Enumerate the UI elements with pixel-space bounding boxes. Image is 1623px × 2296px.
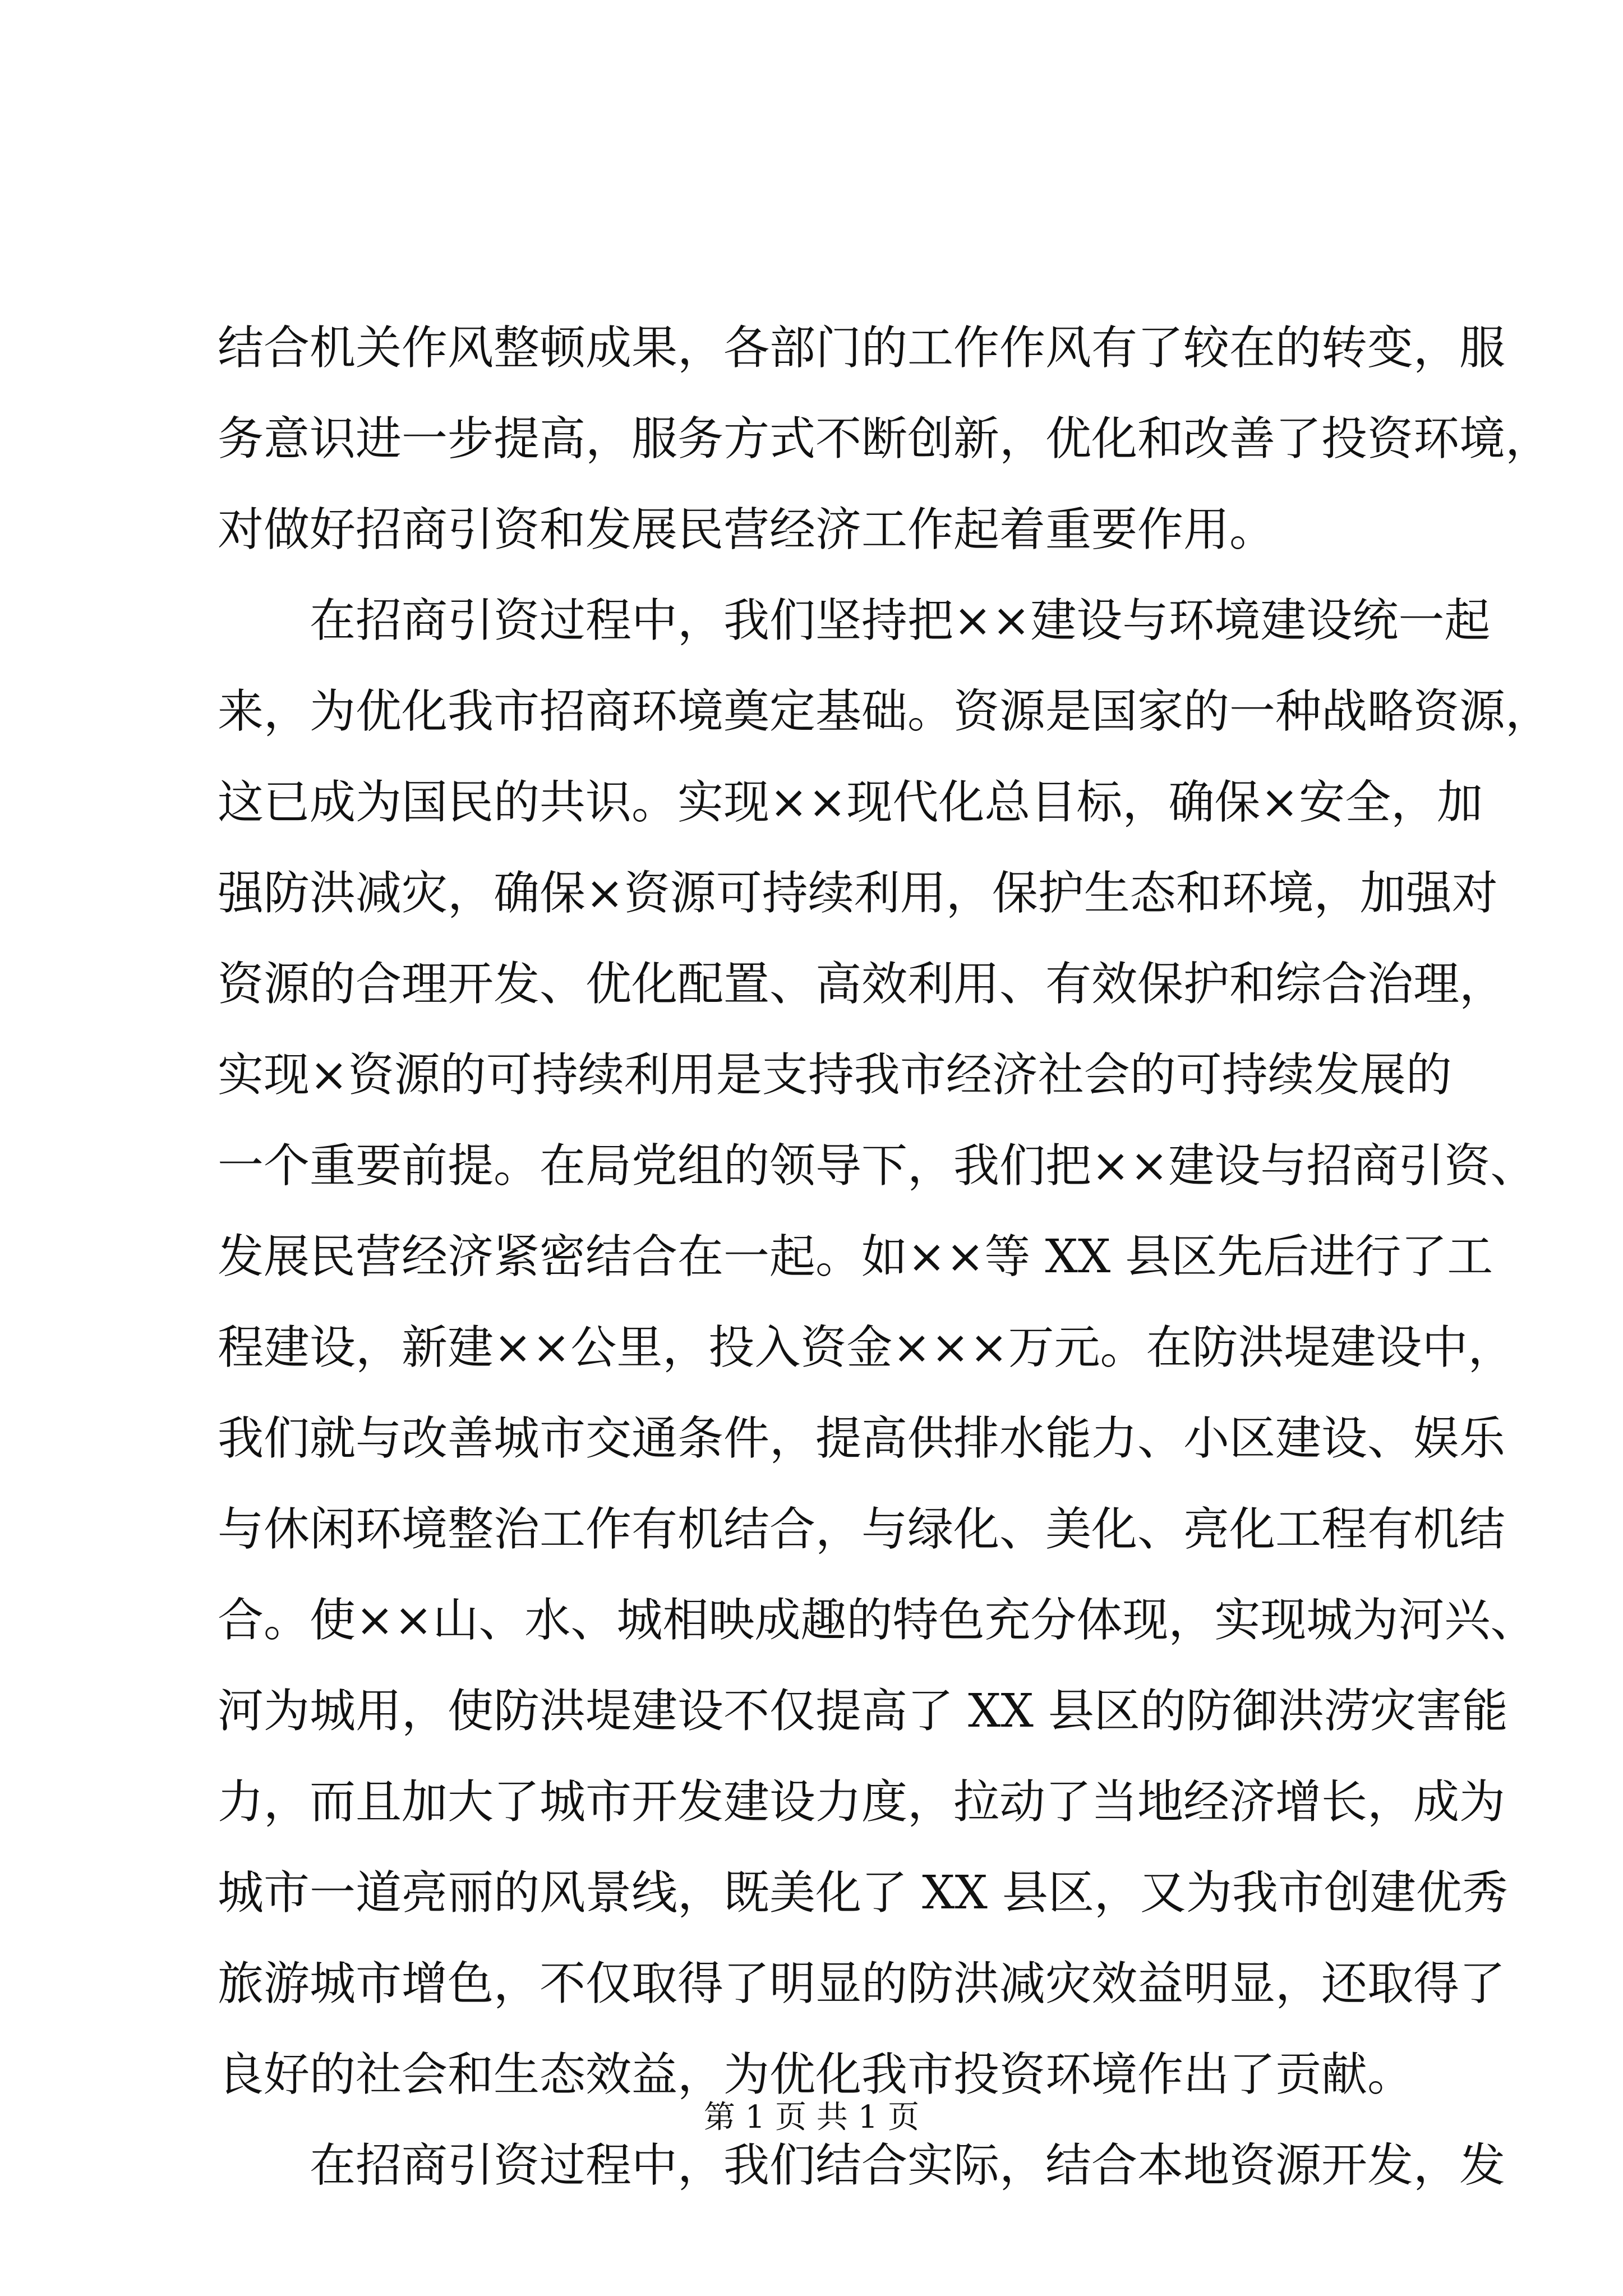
text-line: 河为城用，使防洪堤建设不仅提高了 XX 县区的防御洪涝灾害能 xyxy=(218,1685,1508,1738)
text-line: 强防洪减灾，确保×资源可持续利用，保护生态和环境，加强对 xyxy=(218,867,1498,920)
text-line: 来，为优化我市招商环境奠定基础。资源是国家的一种战略资源， xyxy=(218,685,1552,738)
text-line: 程建设，新建××公里，投入资金×××万元。在防洪堤建设中， xyxy=(218,1321,1514,1374)
text-line: 我们就与改善城市交通条件，提高供排水能力、小区建设、娱乐 xyxy=(218,1412,1506,1465)
text-line: 良好的社会和生态效益，为优化我市投资环境作出了贡献。 xyxy=(218,2048,1414,2101)
page-footer: 第 1 页 共 1 页 xyxy=(703,2099,920,2136)
text-line: 一个重要前提。在局党组的领导下，我们把××建设与招商引资、 xyxy=(218,1139,1537,1193)
text-line: 这已成为国民的共识。实现××现代化总目标，确保×安全，加 xyxy=(218,776,1483,829)
text-line: 结合机关作风整顿成果，各部门的工作作风有了较在的转变，服 xyxy=(218,321,1506,375)
text-line: 合。使××山、水、城相映成趣的特色充分体现，实现城为河兴、 xyxy=(218,1594,1537,1647)
document-body xyxy=(218,303,1552,2211)
text-line: 对做好招商引资和发展民营经济工作起着重要作用。 xyxy=(218,503,1276,556)
text-line: 力，而且加大了城市开发建设力度，拉动了当地经济增长，成为 xyxy=(218,1775,1506,1829)
text-line: 旅游城市增色，不仅取得了明显的防洪减灾效益明显，还取得了 xyxy=(218,1957,1506,2010)
text-line: 资源的合理开发、优化配置、高效利用、有效保护和综合治理， xyxy=(218,958,1506,1011)
text-line: 在招商引资过程中，我们坚持把××建设与环境建设统一起 xyxy=(310,594,1491,647)
text-line: 实现×资源的可持续利用是支持我市经济社会的可持续发展的 xyxy=(218,1048,1452,1102)
text-line: 在招商引资过程中，我们结合实际，结合本地资源开发，发 xyxy=(310,2139,1506,2192)
text-line: 务意识进一步提高，服务方式不断创新，优化和改善了投资环境， xyxy=(218,412,1552,466)
text-line: 发展民营经济紧密结合在一起。如××等 XX 县区先后进行了工 xyxy=(218,1230,1493,1283)
text-line: 与休闲环境整治工作有机结合，与绿化、美化、亮化工程有机结 xyxy=(218,1503,1506,1556)
text-line: 城市一道亮丽的风景线，既美化了 XX 县区，又为我市创建优秀 xyxy=(218,1866,1508,1920)
